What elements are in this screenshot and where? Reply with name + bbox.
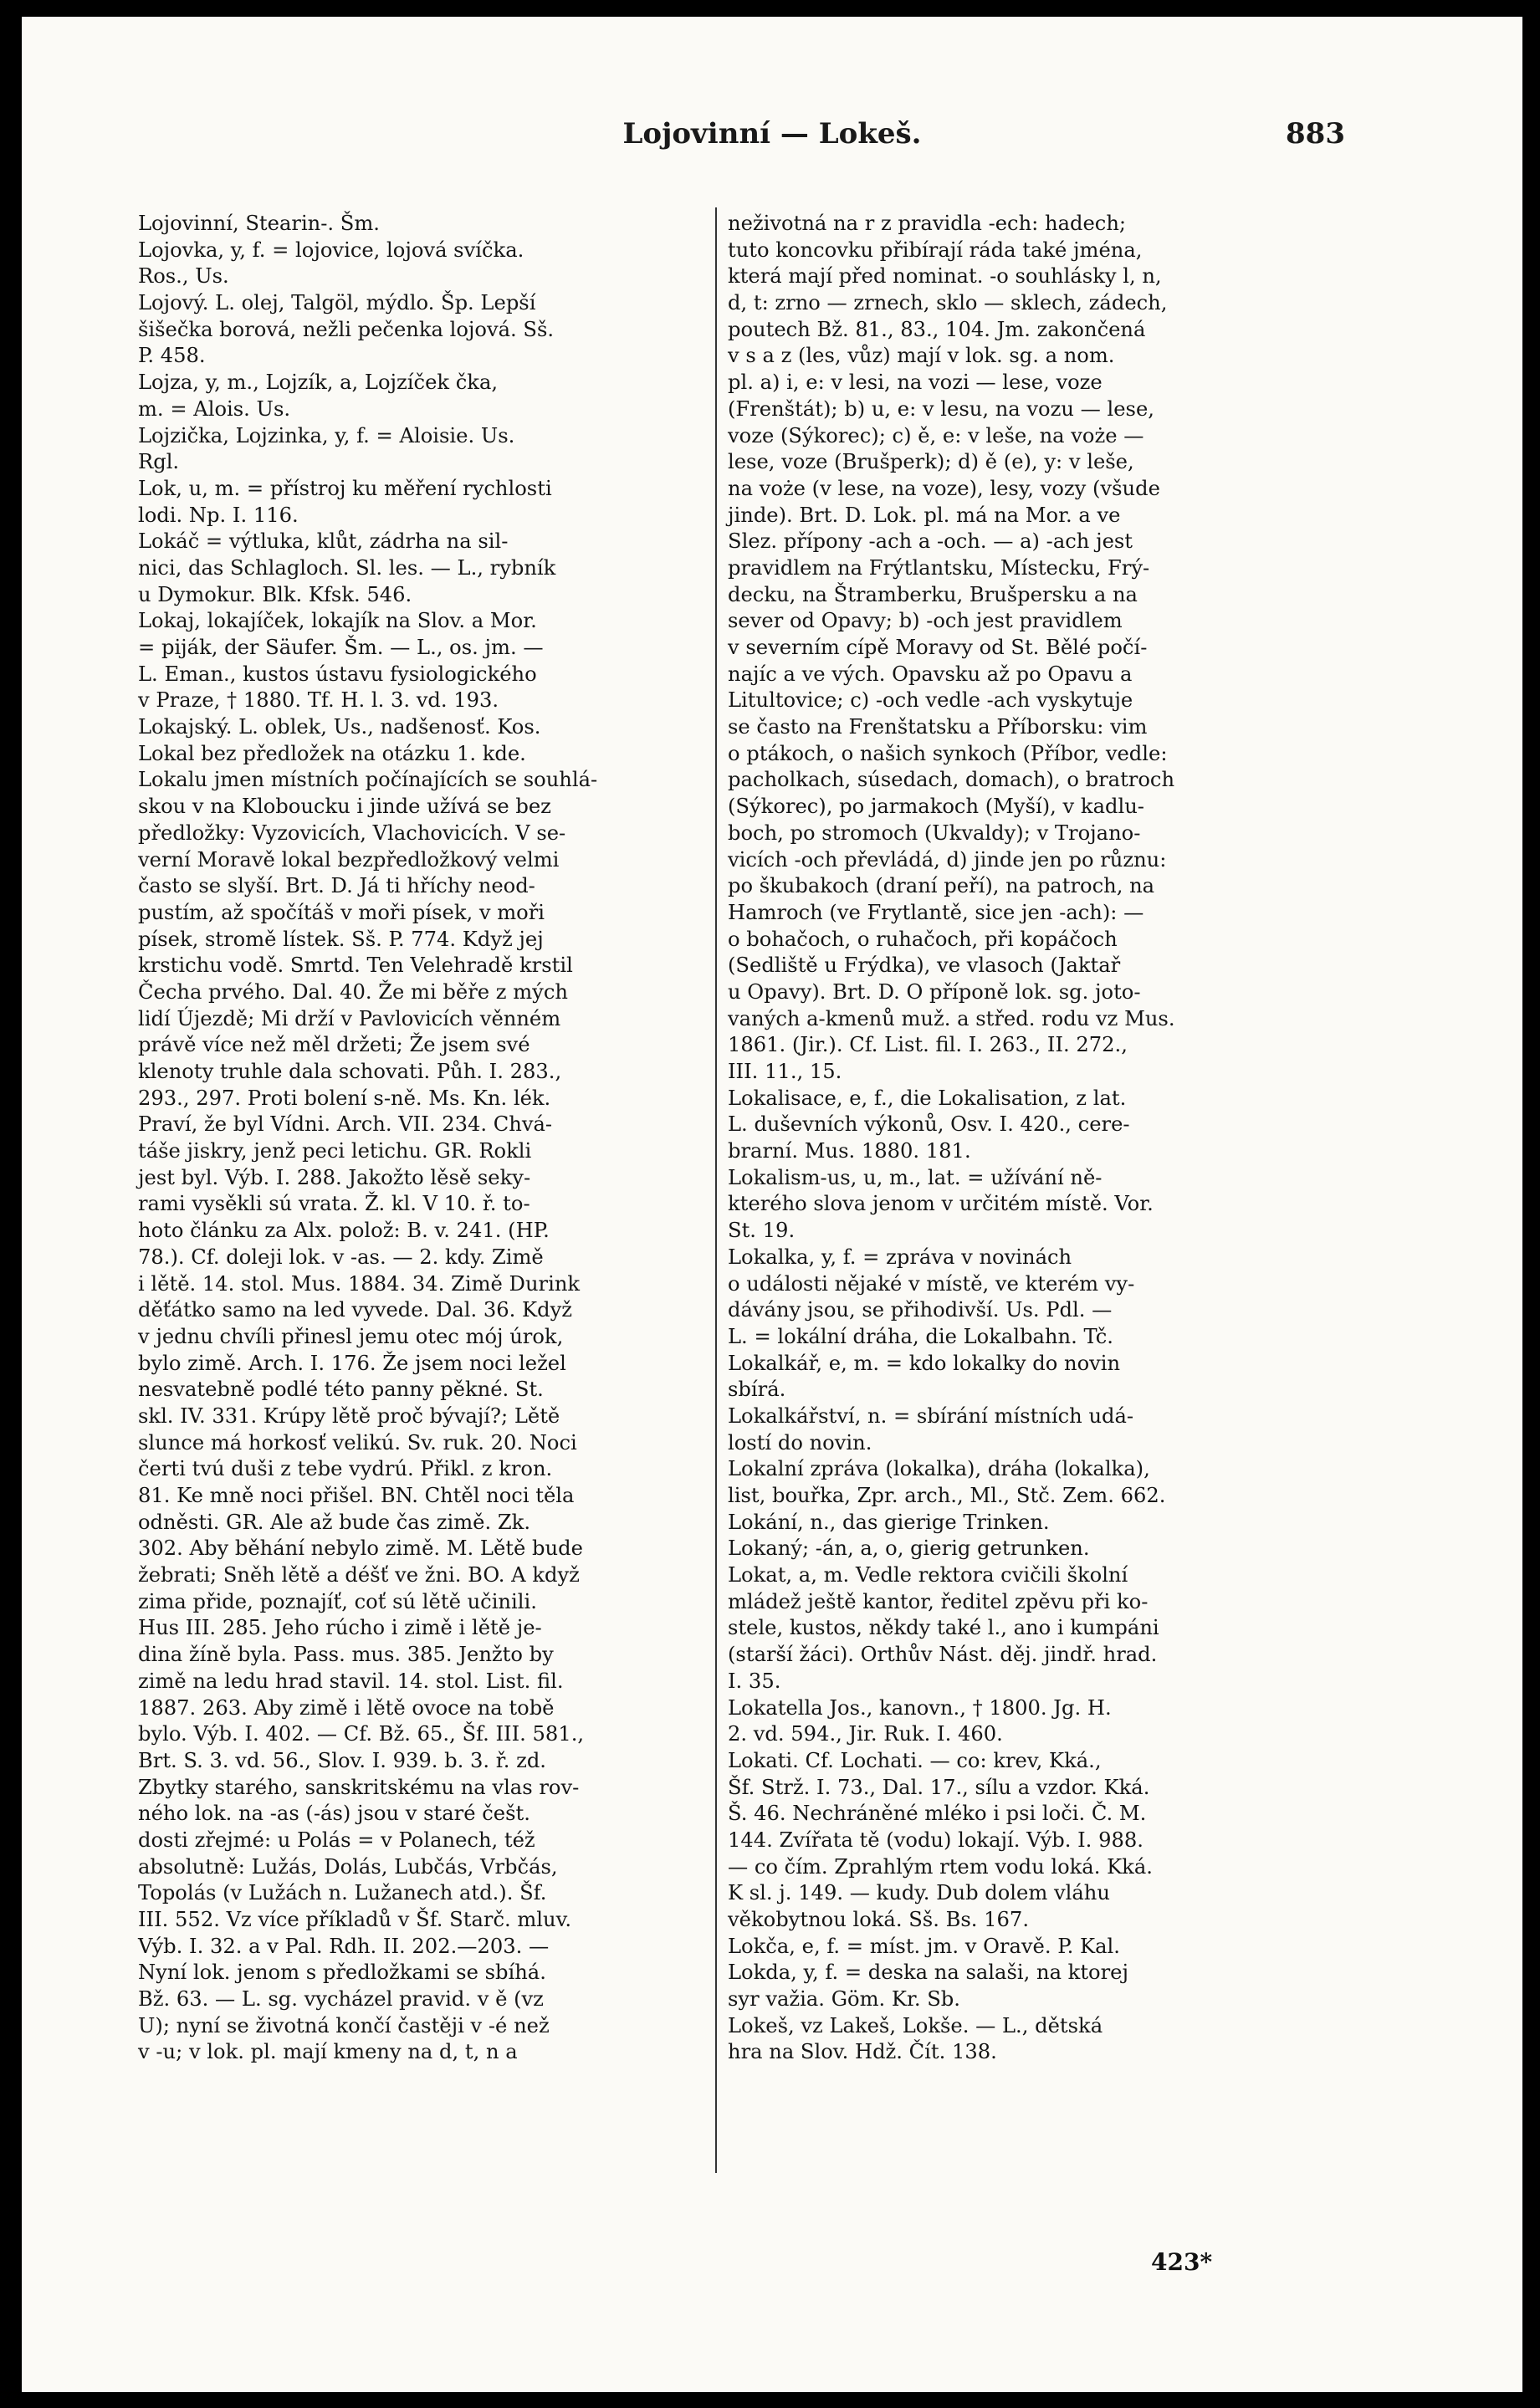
right-column-line: Š. 46. Nechráněné mléko i psi loči. Č. M. — [728, 1802, 1147, 1826]
dictionary-page — [22, 17, 1522, 2392]
right-column-line: (Frenštát); b) u, e: v lesu, na vozu — lese, — [728, 396, 1154, 421]
right-column-line: po škubakoch (draní peří), na patroch, na — [728, 874, 1155, 898]
left-column-line: Praví, že byl Vídni. Arch. VII. 234. Chvá- — [138, 1112, 553, 1137]
left-column-line: Lokaj, lokajíček, lokajík na Slov. a Mor. — [138, 609, 537, 633]
right-column-line: list, bouřka, Zpr. arch., Ml., Stč. Zem. 662. — [728, 1484, 1166, 1507]
left-column-line: Hus III. 285. Jeho rúcho i zimě i lětě je- — [138, 1616, 542, 1640]
right-column-line: Lokalisace, e, f., die Lokalisation, z lat. — [728, 1086, 1127, 1110]
right-column-line: o ptákoch, o našich synkoch (Příbor, vedle: — [728, 741, 1168, 765]
right-column-line: Lokča, e, f. = míst. jm. v Oravě. P. Kal. — [728, 1934, 1120, 1958]
right-column-line: 144. Zvířata tě (vodu) lokají. Výb. I. 988. — [728, 1828, 1143, 1852]
left-column-line: Lok, u, m. = přístroj ku měření rychlosti — [138, 476, 552, 500]
left-column-line: klenoty truhle dala schovati. Půh. I. 283., — [138, 1060, 562, 1083]
right-column-line: Lokalkářství, n. = sbírání místních udá- — [728, 1403, 1134, 1428]
left-column-line: Rgl. — [138, 450, 180, 474]
right-column-line: Lokání, n., das gierige Trinken. — [728, 1510, 1050, 1534]
left-column-line: právě více než měl držeti; Že jsem své — [138, 1033, 530, 1057]
left-column-line: písek, stromě lístek. Sš. P. 774. Když jej — [138, 927, 544, 951]
right-column-line: L. duševních výkonů, Osv. I. 420., cere- — [728, 1112, 1130, 1137]
left-column-line: III. 552. Vz více příkladů v Šf. Starč. mluv. — [138, 1908, 572, 1931]
left-column-line: předložky: Vyzovicích, Vlachovicích. V se- — [138, 821, 566, 845]
right-column-line: 1861. (Jir.). Cf. List. fil. I. 263., II. 272., — [728, 1033, 1128, 1057]
right-column-line: Lokalní zpráva (lokalka), dráha (lokalka), — [728, 1457, 1150, 1481]
right-column-line: Lokati. Cf. Lochati. — co: krev, Kká., — [728, 1748, 1102, 1772]
left-column-line: žebrati; Sněh lětě a déšť ve žni. BO. A když — [138, 1563, 580, 1587]
left-column-line: lodi. Np. I. 116. — [138, 503, 299, 527]
right-column-line: v s a z (les, vůz) mají v lok. sg. a nom. — [728, 344, 1115, 368]
left-column-line: Výb. I. 32. a v Pal. Rdh. II. 202.—203. — — [138, 1934, 550, 1958]
right-column-line: která mají před nominat. -o souhlásky l, n, — [728, 264, 1162, 289]
right-column-line: najíc a ve vých. Opavsku až po Opavu a — [728, 662, 1133, 686]
left-column-line: děťátko samo na led vyvede. Dal. 36. Když — [138, 1298, 573, 1322]
left-column-line: dina žíně byla. Pass. mus. 385. Jenžto by — [138, 1643, 554, 1667]
right-column-line: pl. a) i, e: v lesi, na vozi — lese, voze — [728, 371, 1103, 395]
left-column-line: v Praze, † 1880. Tf. H. l. 3. vd. 193. — [138, 688, 499, 713]
right-column-line: hra na Slov. Hdž. Čít. 138. — [728, 2040, 997, 2064]
left-column-line: Nyní lok. jenom s předložkami se sbíhá. — [138, 1961, 546, 1985]
right-column-line: Lokalism-us, u, m., lat. = užívání ně- — [728, 1165, 1103, 1189]
right-column-line: — co čím. Zprahlým rtem vodu loká. Kká. — [728, 1854, 1153, 1879]
right-column-line: syr važia. Göm. Kr. Sb. — [728, 1987, 960, 2012]
right-column-line: I. 35. — [728, 1669, 781, 1693]
right-column-line: neživotná na r z pravidla -ech: hadech; — [728, 212, 1127, 235]
right-column-line: vicích -och převládá, d) jinde jen po různu: — [728, 847, 1167, 872]
left-column-line: v -u; v lok. pl. mají kmeny na d, t, n a — [138, 2040, 518, 2064]
right-column-line: sbírá. — [728, 1378, 786, 1402]
left-column-line: zima přide, poznajíť, coť sú lětě učinili. — [138, 1589, 537, 1613]
left-column-line: L. Eman., kustos ústavu fysiologického — [138, 662, 537, 686]
left-column-line: jest byl. Výb. I. 288. Jakožto lěsě seky- — [138, 1165, 531, 1189]
right-column-line: pacholkach, súsedach, domach), o bratroch — [728, 768, 1175, 792]
left-column-line: bylo zimě. Arch. I. 176. Že jsem noci ležel — [138, 1351, 566, 1375]
left-column-line: 302. Aby běhání nebylo zimě. M. Lětě bude — [138, 1536, 583, 1561]
page-number: 883 — [1286, 117, 1345, 151]
left-column-line: Lojovka, y, f. = lojovice, lojová svíčka. — [138, 238, 524, 262]
right-column-line: sever od Opavy; b) -och jest pravidlem — [728, 609, 1123, 633]
left-column-line: 81. Ke mně noci přišel. BN. Chtěl noci těla — [138, 1484, 575, 1507]
left-column-line: Lokáč = výtluka, klůt, zádrha na sil- — [138, 529, 509, 554]
left-column-line: Zbytky starého, sanskritskému na vlas rov- — [138, 1775, 580, 1799]
left-column-line: 1887. 263. Aby zimě i lětě ovoce na tobě — [138, 1695, 555, 1720]
right-column-line: dávány jsou, se přihodivší. Us. Pdl. — — [728, 1298, 1113, 1322]
right-column-line: Litultovice; c) -och vedle -ach vyskytuje — [728, 688, 1133, 713]
right-column-line: vaných a-kmenů muž. a střed. rodu vz Mus. — [728, 1006, 1175, 1030]
left-column-line: 293., 297. Proti bolení s-ně. Ms. Kn. lék. — [138, 1086, 551, 1110]
page-corner — [22, 17, 80, 50]
right-column-line: jinde). Brt. D. Lok. pl. má na Mor. a ve — [728, 503, 1121, 527]
right-column-line: Lokeš, vz Lakeš, Lokše. — L., dětská — [728, 2013, 1103, 2037]
right-column-line: lese, voze (Brušperk); d) ě (e), y: v leše, — [728, 450, 1134, 474]
right-column-line: poutech Bž. 81., 83., 104. Jm. zakončená — [728, 317, 1146, 341]
right-column-line: Lokda, y, f. = deska na salaši, na ktorej — [728, 1961, 1128, 1985]
right-column-line: (Sýkorec), po jarmakoch (Myší), v kadlu- — [728, 795, 1144, 819]
right-column-line: 2. vd. 594., Jir. Ruk. I. 460. — [728, 1722, 1003, 1746]
right-column-line: stele, kustos, někdy také l., ano i kumpáni — [728, 1616, 1159, 1640]
right-column-line: věkobytnou loká. Sš. Bs. 167. — [728, 1908, 1030, 1931]
left-column-line: Lojovinní, Stearin-. Šm. — [138, 212, 380, 235]
left-column-line: u Dymokur. Blk. Kfsk. 546. — [138, 582, 412, 606]
left-column-line: skou v na Kloboucku i jinde užívá se bez — [138, 795, 551, 819]
left-column-line: Lokalu jmen místních počínajících se souhlá- — [138, 768, 598, 792]
right-column-line: St. 19. — [728, 1219, 796, 1243]
running-header — [22, 117, 1522, 167]
left-column-line: Lojza, y, m., Lojzík, a, Lojzíček čka, — [138, 371, 499, 395]
left-column-line: Topolás (v Lužách n. Lužanech atd.). Šf. — [138, 1881, 547, 1905]
right-column-line: brarní. Mus. 1880. 181. — [728, 1139, 971, 1163]
right-column-line: L. = lokální dráha, die Lokalbahn. Tč. — [728, 1324, 1113, 1348]
column-divider — [715, 207, 717, 2173]
left-column-line: často se slyší. Brt. D. Já ti hříchy neod- — [138, 874, 535, 898]
left-column-line: nesvatebně podlé této panny pěkné. St. — [138, 1378, 544, 1402]
right-column-line: (Sedliště u Frýdka), ve vlasoch (Jaktař — [728, 953, 1121, 978]
left-column-line: verní Moravě lokal bezpředložkový velmi — [138, 847, 560, 872]
right-column-line: Hamroch (ve Frytlantě, sice jen -ach): — — [728, 900, 1144, 924]
left-column-line: Čecha prvého. Dal. 40. Že mi běře z mých — [138, 979, 568, 1004]
left-column-line: skl. IV. 331. Krúpy lětě proč bývají?; Lětě — [138, 1403, 560, 1428]
left-column-line: U); nyní se životná končí častěji v -é než — [138, 2013, 550, 2037]
right-column-line: lostí do novin. — [728, 1430, 872, 1455]
left-column-line: nici, das Schlagloch. Sl. les. — L., rybník — [138, 555, 556, 580]
left-column-line: Lojový. L. olej, Talgöl, mýdlo. Šp. Lepší — [138, 291, 536, 315]
left-column-line: Lojzička, Lojzinka, y, f. = Aloisie. Us. — [138, 423, 515, 447]
left-column-line: Ros., Us. — [138, 264, 229, 289]
right-column-line: o události nějaké v místě, ve kterém vy- — [728, 1271, 1135, 1296]
left-column-line: krstichu vodě. Smrtd. Ten Velehradě krstil — [138, 953, 573, 978]
right-column-line: Lokalkář, e, m. = kdo lokalky do novin — [728, 1351, 1121, 1375]
left-column-line: 78.). Cf. doleji lok. v -as. — 2. kdy. Zimě — [138, 1245, 544, 1269]
right-column-line: III. 11., 15. — [728, 1060, 842, 1083]
left-column-line: šišečka borová, nežli pečenka lojová. Sš. — [138, 317, 555, 341]
right-column-line: (starší žáci). Orthův Nást. děj. jindř. hrad. — [728, 1643, 1158, 1667]
left-column-line: dosti zřejmé: u Polás = v Polanech, též — [138, 1828, 535, 1852]
left-column-line: zimě na ledu hrad stavil. 14. stol. List. fil. — [138, 1669, 564, 1693]
left-column-line: ného lok. na -as (-ás) jsou v staré češt. — [138, 1802, 530, 1826]
left-column-line: bylo. Výb. I. 402. — Cf. Bž. 65., Šf. III. 581., — [138, 1722, 585, 1746]
right-column-line: u Opavy). Brt. D. O příponě lok. sg. joto- — [728, 979, 1141, 1004]
right-column-line: K sl. j. 149. — kudy. Dub dolem vláhu — [728, 1881, 1110, 1905]
left-column-line: Brt. S. 3. vd. 56., Slov. I. 939. b. 3. ř. zd. — [138, 1748, 546, 1772]
left-column-line: lidí Újezdě; Mi drží v Pavlovicích věnném — [138, 1006, 561, 1030]
right-column-line: kterého slova jenom v určitém místě. Vor. — [728, 1192, 1154, 1216]
right-column-line: pravidlem na Frýtlantsku, Místecku, Frý- — [728, 555, 1150, 580]
right-column-line: Lokat, a, m. Vedle rektora cvičili školní — [728, 1563, 1128, 1587]
left-column — [138, 211, 707, 2066]
left-column-line: čerti tvú duši z tebe vydrú. Přikl. z kron. — [138, 1457, 553, 1481]
left-column-line: i lětě. 14. stol. Mus. 1884. 34. Zimě Durink — [138, 1271, 581, 1296]
left-column-line: absolutně: Lužás, Dolás, Lubčás, Vrbčás, — [138, 1854, 558, 1879]
right-column-line: Lokaný; -án, a, o, gierig getrunken. — [728, 1536, 1090, 1561]
left-column-line: slunce má horkosť velikú. Sv. ruk. 20. Noci — [138, 1430, 577, 1455]
right-column-line: voze (Sýkorec); c) ě, e: v leše, na voże — — [728, 423, 1144, 447]
right-column-line: v severním cípě Moravy od St. Bělé počí- — [728, 636, 1148, 659]
right-column-line: Šf. Strž. I. 73., Dal. 17., sílu a vzdor. Kká. — [728, 1775, 1150, 1799]
left-column-line: = piják, der Säufer. Šm. — L., os. jm. — — [138, 636, 544, 659]
right-column-line: tuto koncovku přibírají ráda také jména, — [728, 238, 1143, 262]
left-column-line: Lokal bez předložek na otázku 1. kde. — [138, 741, 526, 765]
right-column-line: Slez. přípony -ach a -och. — a) -ach jest — [728, 529, 1133, 554]
left-column-line: m. = Alois. Us. — [138, 396, 291, 421]
left-column-line: pustím, až spočítáš v moři písek, v moři — [138, 900, 545, 924]
right-column-line: boch, po stromoch (Ukvaldy); v Trojano- — [728, 821, 1141, 845]
right-column-line: mládež ještě kantor, ředitel zpěvu při ko- — [728, 1589, 1149, 1613]
right-column-line: o bohačoch, o ruhačoch, při kopáčoch — [728, 927, 1118, 951]
left-column-line: Bž. 63. — L. sg. vycházel pravid. v ě (vz — [138, 1987, 544, 2012]
right-column-line: na voże (v lese, na voze), lesy, vozy (všude — [728, 476, 1160, 500]
left-column-line: hoto článku za Alx. polož: B. v. 241. (HP. — [138, 1219, 550, 1243]
header-title: Lojovinní — Lokeš. — [622, 117, 922, 151]
right-column — [728, 211, 1313, 2066]
right-column-line: Lokatella Jos., kanovn., † 1800. Jg. H. — [728, 1695, 1112, 1720]
right-column-line: d, t: zrno — zrnech, sklo — sklech, zádech, — [728, 291, 1168, 315]
left-column-line: rami vysěkli sú vrata. Ž. kl. V 10. ř. to- — [138, 1192, 530, 1216]
signature-mark: 423* — [1151, 2248, 1213, 2276]
left-column-line: P. 458. — [138, 344, 206, 368]
left-column-line: táše jiskry, jenž peci letichu. GR. Rokli — [138, 1139, 532, 1163]
left-column-line: v jednu chvíli přinesl jemu otec mój úrok, — [138, 1324, 564, 1348]
left-column-line: odněsti. GR. Ale až bude čas zimě. Zk. — [138, 1510, 531, 1534]
right-column-line: se často na Frenštatsku a Příborsku: vim — [728, 715, 1148, 739]
right-column-line: Lokalka, y, f. = zpráva v novinách — [728, 1245, 1072, 1269]
left-column-line: Lokajský. L. oblek, Us., nadšenosť. Kos. — [138, 715, 541, 739]
right-column-line: decku, na Štramberku, Brušpersku a na — [728, 582, 1138, 606]
